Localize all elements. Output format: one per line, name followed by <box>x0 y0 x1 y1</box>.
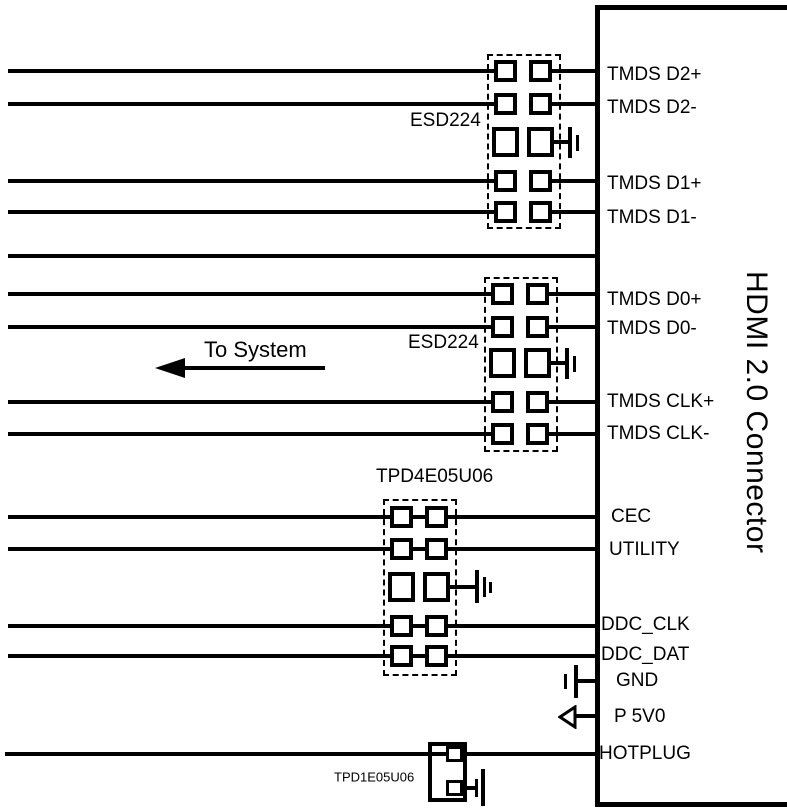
hdmi-connector-title: HDMI 2.0 Connector <box>740 271 773 554</box>
ground-icon <box>481 769 485 806</box>
esd-cell <box>491 423 514 445</box>
wire-hotplug-inbox <box>428 752 446 756</box>
esd-cell <box>494 93 517 115</box>
esd-cell <box>494 60 517 82</box>
esd-cell <box>425 615 448 637</box>
pin-label-tmds-clkp: TMDS CLK+ <box>607 391 715 412</box>
ground-icon <box>489 582 492 593</box>
esd-cell <box>529 201 552 223</box>
wire-tmds-d1n-left <box>8 210 494 214</box>
pin-label-tmds-d1p: TMDS D1+ <box>607 173 702 194</box>
ground-icon <box>564 674 567 689</box>
to-system-arrow <box>170 366 325 370</box>
wire-tmds-clkn-left <box>8 432 491 436</box>
esd-cell <box>390 506 413 528</box>
wire-ddc-clk <box>8 624 597 628</box>
esd-cell <box>529 93 552 115</box>
wire-tmds-d0p-left <box>8 292 491 296</box>
esd-cell <box>446 746 463 762</box>
ground-icon <box>576 135 579 151</box>
wire-utility <box>8 547 597 551</box>
esd-cell <box>494 170 517 192</box>
esd-cell <box>529 170 552 192</box>
wire-p5v0 <box>576 714 597 718</box>
to-system-arrowhead-icon <box>155 358 185 378</box>
to-system-label: To System <box>204 337 307 362</box>
pin-label-tmds-d1n: TMDS D1- <box>607 207 697 228</box>
esd-cell <box>390 538 413 560</box>
esd-cell <box>491 316 514 338</box>
wire-tmds-d1p-left <box>8 179 494 183</box>
esd-cell <box>526 283 549 305</box>
esd-cell <box>423 572 450 602</box>
esd-cell <box>390 615 413 637</box>
esd-cell <box>526 391 549 413</box>
wire-cec <box>8 515 597 519</box>
pin-label-tmds-d2p: TMDS D2+ <box>607 64 702 85</box>
wire-tmds-d0n-left <box>8 325 491 329</box>
esd-cell <box>425 538 448 560</box>
esd-cell <box>425 645 448 667</box>
esd-cell <box>446 780 463 796</box>
pin-label-p5v0: P 5V0 <box>614 706 666 727</box>
pin-label-utility: UTILITY <box>609 539 680 560</box>
esd-cell <box>524 348 551 378</box>
pin-label-tmds-d0n: TMDS D0- <box>607 318 697 339</box>
ground-icon <box>475 570 479 603</box>
pin-label-tmds-d0p: TMDS D0+ <box>607 289 702 310</box>
ground-icon <box>574 665 578 698</box>
pin-label-hotplug: HOTPLUG <box>599 743 691 764</box>
wire-tmds-d2p-left <box>8 69 494 73</box>
esd-cell <box>390 645 413 667</box>
wire-hotplug-right <box>463 752 597 756</box>
esd-cell <box>425 506 448 528</box>
power-arrow-icon <box>558 705 578 729</box>
pin-label-tmds-d2n: TMDS D2- <box>607 97 697 118</box>
esd-cell <box>527 127 554 157</box>
ground-icon <box>463 786 477 790</box>
esd-cell <box>489 348 516 378</box>
pin-label-ddc-clk: DDC_CLK <box>601 614 690 635</box>
esd-cell <box>526 423 549 445</box>
esd224-mid-label: ESD224 <box>408 332 479 353</box>
wire-tmds-d2n-left <box>8 102 494 106</box>
wire-tmds-clkp-left <box>8 400 491 404</box>
wire-unlabeled <box>8 254 597 258</box>
pin-label-ddc-dat: DDC_DAT <box>601 644 690 665</box>
ground-icon <box>483 577 486 597</box>
pin-label-cec: CEC <box>611 506 652 527</box>
pin-label-gnd: GND <box>616 670 659 691</box>
esd-cell <box>494 201 517 223</box>
ground-icon <box>573 356 576 372</box>
ground-icon <box>565 348 569 379</box>
esd224-top-label: ESD224 <box>410 110 481 131</box>
esd-cell <box>388 572 415 602</box>
esd-cell <box>491 283 514 305</box>
esd-cell <box>529 60 552 82</box>
wire-ddc-dat <box>8 654 597 658</box>
esd-cell <box>526 316 549 338</box>
esd-cell <box>492 127 519 157</box>
tpd4e05u06-label: TPD4E05U06 <box>376 466 494 487</box>
esd-cell <box>491 391 514 413</box>
ground-icon <box>568 127 572 158</box>
pin-label-tmds-clkn: TMDS CLK- <box>607 423 710 444</box>
tpd1e05u06-label: TPD1E05U06 <box>334 769 415 785</box>
